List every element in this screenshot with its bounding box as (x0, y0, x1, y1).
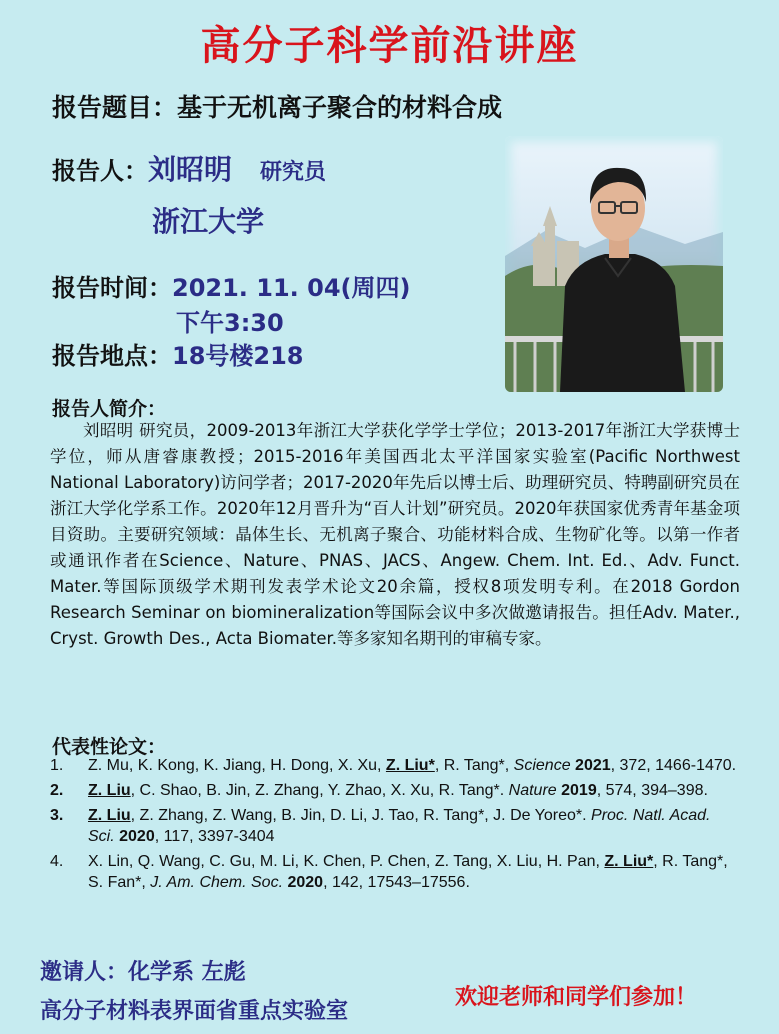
speaker-affiliation: 浙江大学 (152, 205, 265, 238)
publication-number: 1. (50, 757, 64, 774)
time-label: 报告时间： (52, 274, 172, 302)
welcome-message: 欢迎老师和同学们参加！ (455, 985, 698, 1010)
publication-number: 3. (50, 807, 64, 824)
publication-item (50, 851, 740, 893)
place-label: 报告地点： (52, 342, 172, 370)
publication-number: 4. (50, 853, 64, 870)
speaker-line (52, 148, 326, 188)
publication-pages: , 372, 1466-1470. (610, 757, 737, 774)
inviter: 邀请人：化学系 左彪 (40, 960, 246, 985)
publication-item (50, 805, 740, 847)
publication-year: 2019 (561, 782, 597, 799)
bio-heading: 报告人简介： (52, 398, 167, 420)
publication-journal: Science (513, 757, 571, 774)
publication-year: 2021 (575, 757, 611, 774)
speaker-author: Z. Liu (88, 807, 131, 824)
publication-item (50, 755, 740, 776)
speaker-author: Z. Liu* (604, 853, 654, 870)
poster-title: 高分子科学前沿讲座 (200, 23, 579, 69)
topic-label: 报告题目： (52, 93, 178, 122)
publication-authors: , R. Tang*, (434, 757, 514, 774)
publication-year: 2020 (119, 828, 155, 845)
speaker-position: 研究员 (260, 160, 327, 185)
publication-authors: , R. Tang*, S. Fan*, (88, 853, 728, 891)
publication-pages: , 574, 394–398. (596, 782, 708, 799)
publication-journal: Proc. Natl. Acad. Sci. (88, 807, 711, 845)
publications-heading: 代表性论文： (52, 736, 167, 758)
time-date: 2021. 11. 04(周四) (172, 274, 411, 302)
speaker-author: Z. Liu* (385, 757, 435, 774)
publication-authors: X. Lin, Q. Wang, C. Gu, M. Li, K. Chen, P. Chen, Z. Tang, X. Liu, H. Pan, (88, 853, 605, 870)
topic-line (52, 88, 502, 124)
publication-authors: Z. Mu, K. Kong, K. Jiang, H. Dong, X. Xu, (88, 757, 386, 774)
publication-journal: J. Am. Chem. Soc. (150, 874, 284, 891)
topic-value: 基于无机离子聚合的材料合成 (177, 93, 503, 122)
publication-journal: Nature (508, 782, 557, 799)
publication-item (50, 780, 740, 801)
place-value: 18号楼218 (172, 342, 304, 370)
speaker-name: 刘昭明 (148, 153, 233, 186)
publication-pages: , 117, 3397-3404 (154, 828, 275, 845)
publication-number: 2. (50, 782, 64, 799)
lab-name: 高分子材料表界面省重点实验室 (40, 999, 349, 1024)
publication-list (50, 755, 740, 897)
place-line (52, 336, 304, 371)
speaker-label: 报告人： (52, 157, 148, 185)
publication-authors: , Z. Zhang, Z. Wang, B. Jin, D. Li, J. Tao, R. Tang*, J. De Yoreo*. (130, 807, 592, 824)
publication-authors: , C. Shao, B. Jin, Z. Zhang, Y. Zhao, X. Xu, R. Tang*. (130, 782, 509, 799)
time-clock: 下午3:30 (176, 309, 284, 337)
speaker-photo (505, 136, 723, 392)
speaker-author: Z. Liu (88, 782, 131, 799)
bio-text: 刘昭明 研究员，2009-2013年浙江大学获化学学士学位；2013-2017年浙江大学获博士学位，师从唐睿康教授；2015-2016年美国西北太平洋国家实验室(Pacific Northwest National Laboratory)访问学者；2017-2020年先后以博士后、助理研究员、特聘副研究员在浙江大学化学系工作。2020年12月晋升为“百人计划”研究员。2020年获国家优秀青年基金项目资助。主要研究领域：晶体生长、无机离子聚合、功能材料合成、生物矿化等。以第一作者或通讯作者在Science、Nature、PNAS、JACS、Angew. Chem. Int. Ed.、Adv. Funct. Mater.等国际顶级学术期刊发表学术论文20余篇，授权8项发明专利。在2018 Gordon Research Seminar on biomineralization等国际会议中多次做邀请报告。担任Adv. Mater., Cryst. Growth Des., Acta Biomater.等多家知名期刊的审稿专家。 (50, 421, 740, 648)
time-line (52, 268, 410, 303)
publication-pages: , 142, 17543–17556. (323, 874, 470, 891)
publication-year: 2020 (287, 874, 324, 891)
